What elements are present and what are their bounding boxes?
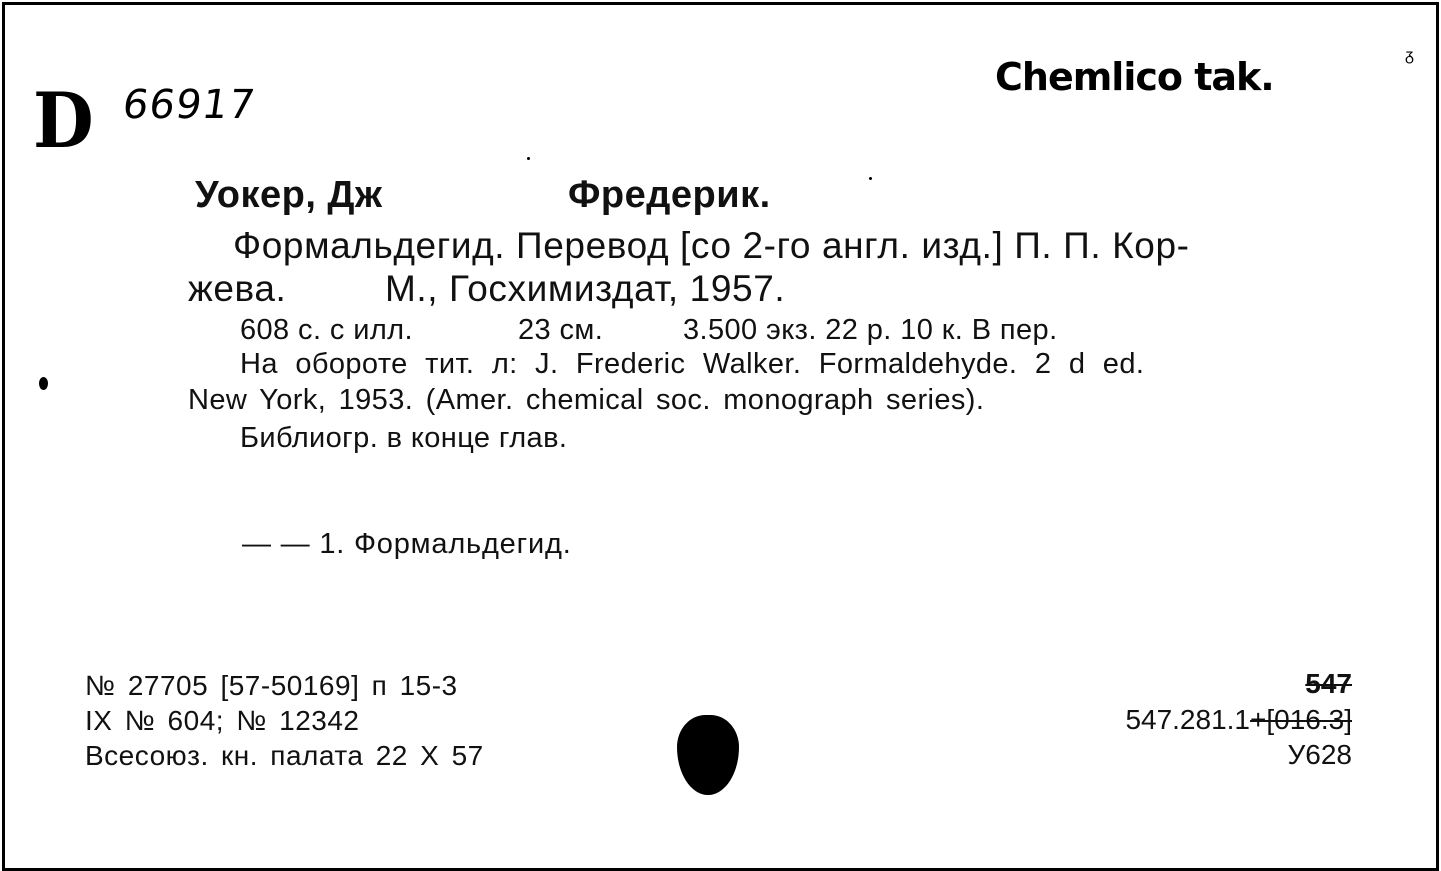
pagination: 608 с. с илл. [240, 314, 413, 346]
udc-struck-code: +[016.3] [1250, 704, 1352, 735]
original-title-note-2: New York, 1953. (Amer. chemical soc. monograph series). [188, 384, 985, 416]
handwritten-shelf-number: 66917 [119, 82, 259, 128]
ink-speck [527, 157, 530, 160]
library-stamp: Chemlico tak. [995, 55, 1274, 99]
translator-name-end: жева. [188, 268, 287, 309]
corner-mark: ᵹ [1405, 45, 1414, 64]
subject-heading: — — 1. Формальдегид. [242, 528, 572, 560]
author-given-name: Фредерик. [568, 174, 771, 216]
ink-speck [869, 177, 872, 180]
chamber-date-line: Всесоюз. кн. палата 22 X 57 [85, 740, 484, 771]
author-surname: Уокер, Дж [195, 174, 383, 216]
punch-hole [677, 715, 739, 795]
title-line-1: Формальдегид. Перевод [со 2-го англ. изд.] П. П. Кор- [233, 225, 1190, 266]
udc-code: 547.281.1 [1125, 704, 1251, 735]
bibliography-note: Библиогр. в конце глав. [240, 422, 568, 454]
card-number-line: № 27705 [57-50169] п 15-3 [85, 670, 458, 701]
registry-line: IX № 604; № 12342 [85, 705, 360, 736]
author-mark: У628 [1287, 739, 1352, 770]
classification-udc [1125, 703, 1352, 737]
ink-speck [39, 377, 48, 390]
print-run-price: 3.500 экз. 22 р. 10 к. В пер. [683, 314, 1058, 346]
catalog-card [2, 2, 1439, 871]
classification-old: 547 [1305, 668, 1352, 699]
shelf-letter-stamp: D [33, 76, 94, 165]
original-title-note-1: На обороте тит. л: J. Frederic Walker. Formaldehyde. 2 d ed. [240, 348, 1145, 380]
dimensions: 23 см. [518, 314, 604, 346]
publication-imprint: М., Госхимиздат, 1957. [385, 268, 786, 309]
